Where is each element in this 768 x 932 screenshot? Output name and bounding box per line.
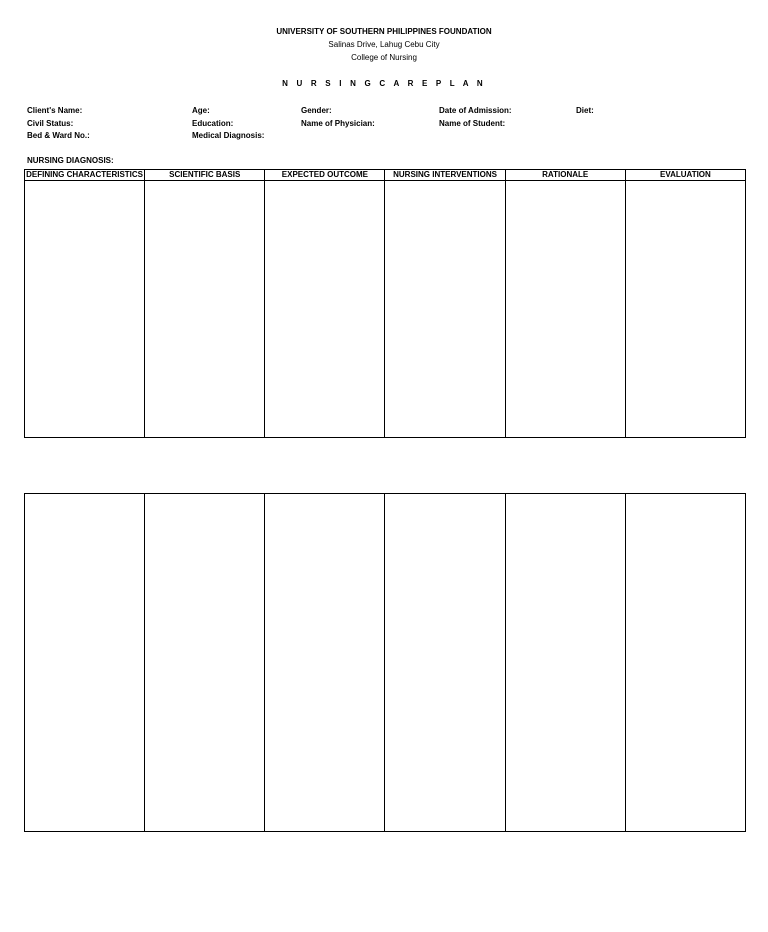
document-title: N U R S I N G C A R E P L A N (282, 79, 486, 88)
rationale-cell[interactable] (505, 494, 625, 832)
table-row (25, 494, 746, 832)
column-header-expected-outcome: EXPECTED OUTCOME (265, 170, 385, 181)
name-of-physician-label: Name of Physician: (301, 119, 375, 128)
care-plan-table (24, 169, 746, 438)
column-header-rationale: RATIONALE (505, 170, 625, 181)
evaluation-cell[interactable] (625, 181, 745, 438)
diet-label: Diet: (576, 106, 594, 115)
clients-name-label: Client's Name: (27, 106, 83, 115)
scientific-basis-cell[interactable] (145, 494, 265, 832)
defining-characteristics-cell[interactable] (25, 494, 145, 832)
nursing-interventions-cell[interactable] (385, 181, 505, 438)
education-label: Education: (192, 119, 234, 128)
table-row (25, 181, 746, 438)
nursing-interventions-cell[interactable] (385, 494, 505, 832)
scientific-basis-cell[interactable] (145, 181, 265, 438)
defining-characteristics-cell[interactable] (25, 181, 145, 438)
column-header-defining-characteristics: DEFINING CHARACTERISTICS (26, 170, 144, 179)
expected-outcome-cell[interactable] (265, 494, 385, 832)
column-header-evaluation: EVALUATION (625, 170, 745, 181)
university-address: Salinas Drive, Lahug Cebu City (328, 40, 440, 49)
gender-label: Gender: (301, 106, 332, 115)
evaluation-cell[interactable] (625, 494, 745, 832)
name-of-student-label: Name of Student: (439, 119, 506, 128)
column-header-scientific-basis: SCIENTIFIC BASIS (145, 170, 265, 181)
university-name: UNIVERSITY OF SOUTHERN PHILIPPINES FOUNDATION (276, 27, 492, 36)
civil-status-label: Civil Status: (27, 119, 74, 128)
date-of-admission-label: Date of Admission: (439, 106, 512, 115)
bed-ward-label: Bed & Ward No.: (27, 131, 90, 140)
college-name: College of Nursing (351, 53, 417, 62)
column-header-nursing-interventions: NURSING INTERVENTIONS (385, 170, 505, 181)
care-plan-continuation-table (24, 493, 746, 832)
age-label: Age: (192, 106, 210, 115)
expected-outcome-cell[interactable] (265, 181, 385, 438)
nursing-diagnosis-label: NURSING DIAGNOSIS: (27, 156, 114, 165)
medical-diagnosis-label: Medical Diagnosis: (192, 131, 265, 140)
table-header-row (25, 170, 746, 181)
rationale-cell[interactable] (505, 181, 625, 438)
